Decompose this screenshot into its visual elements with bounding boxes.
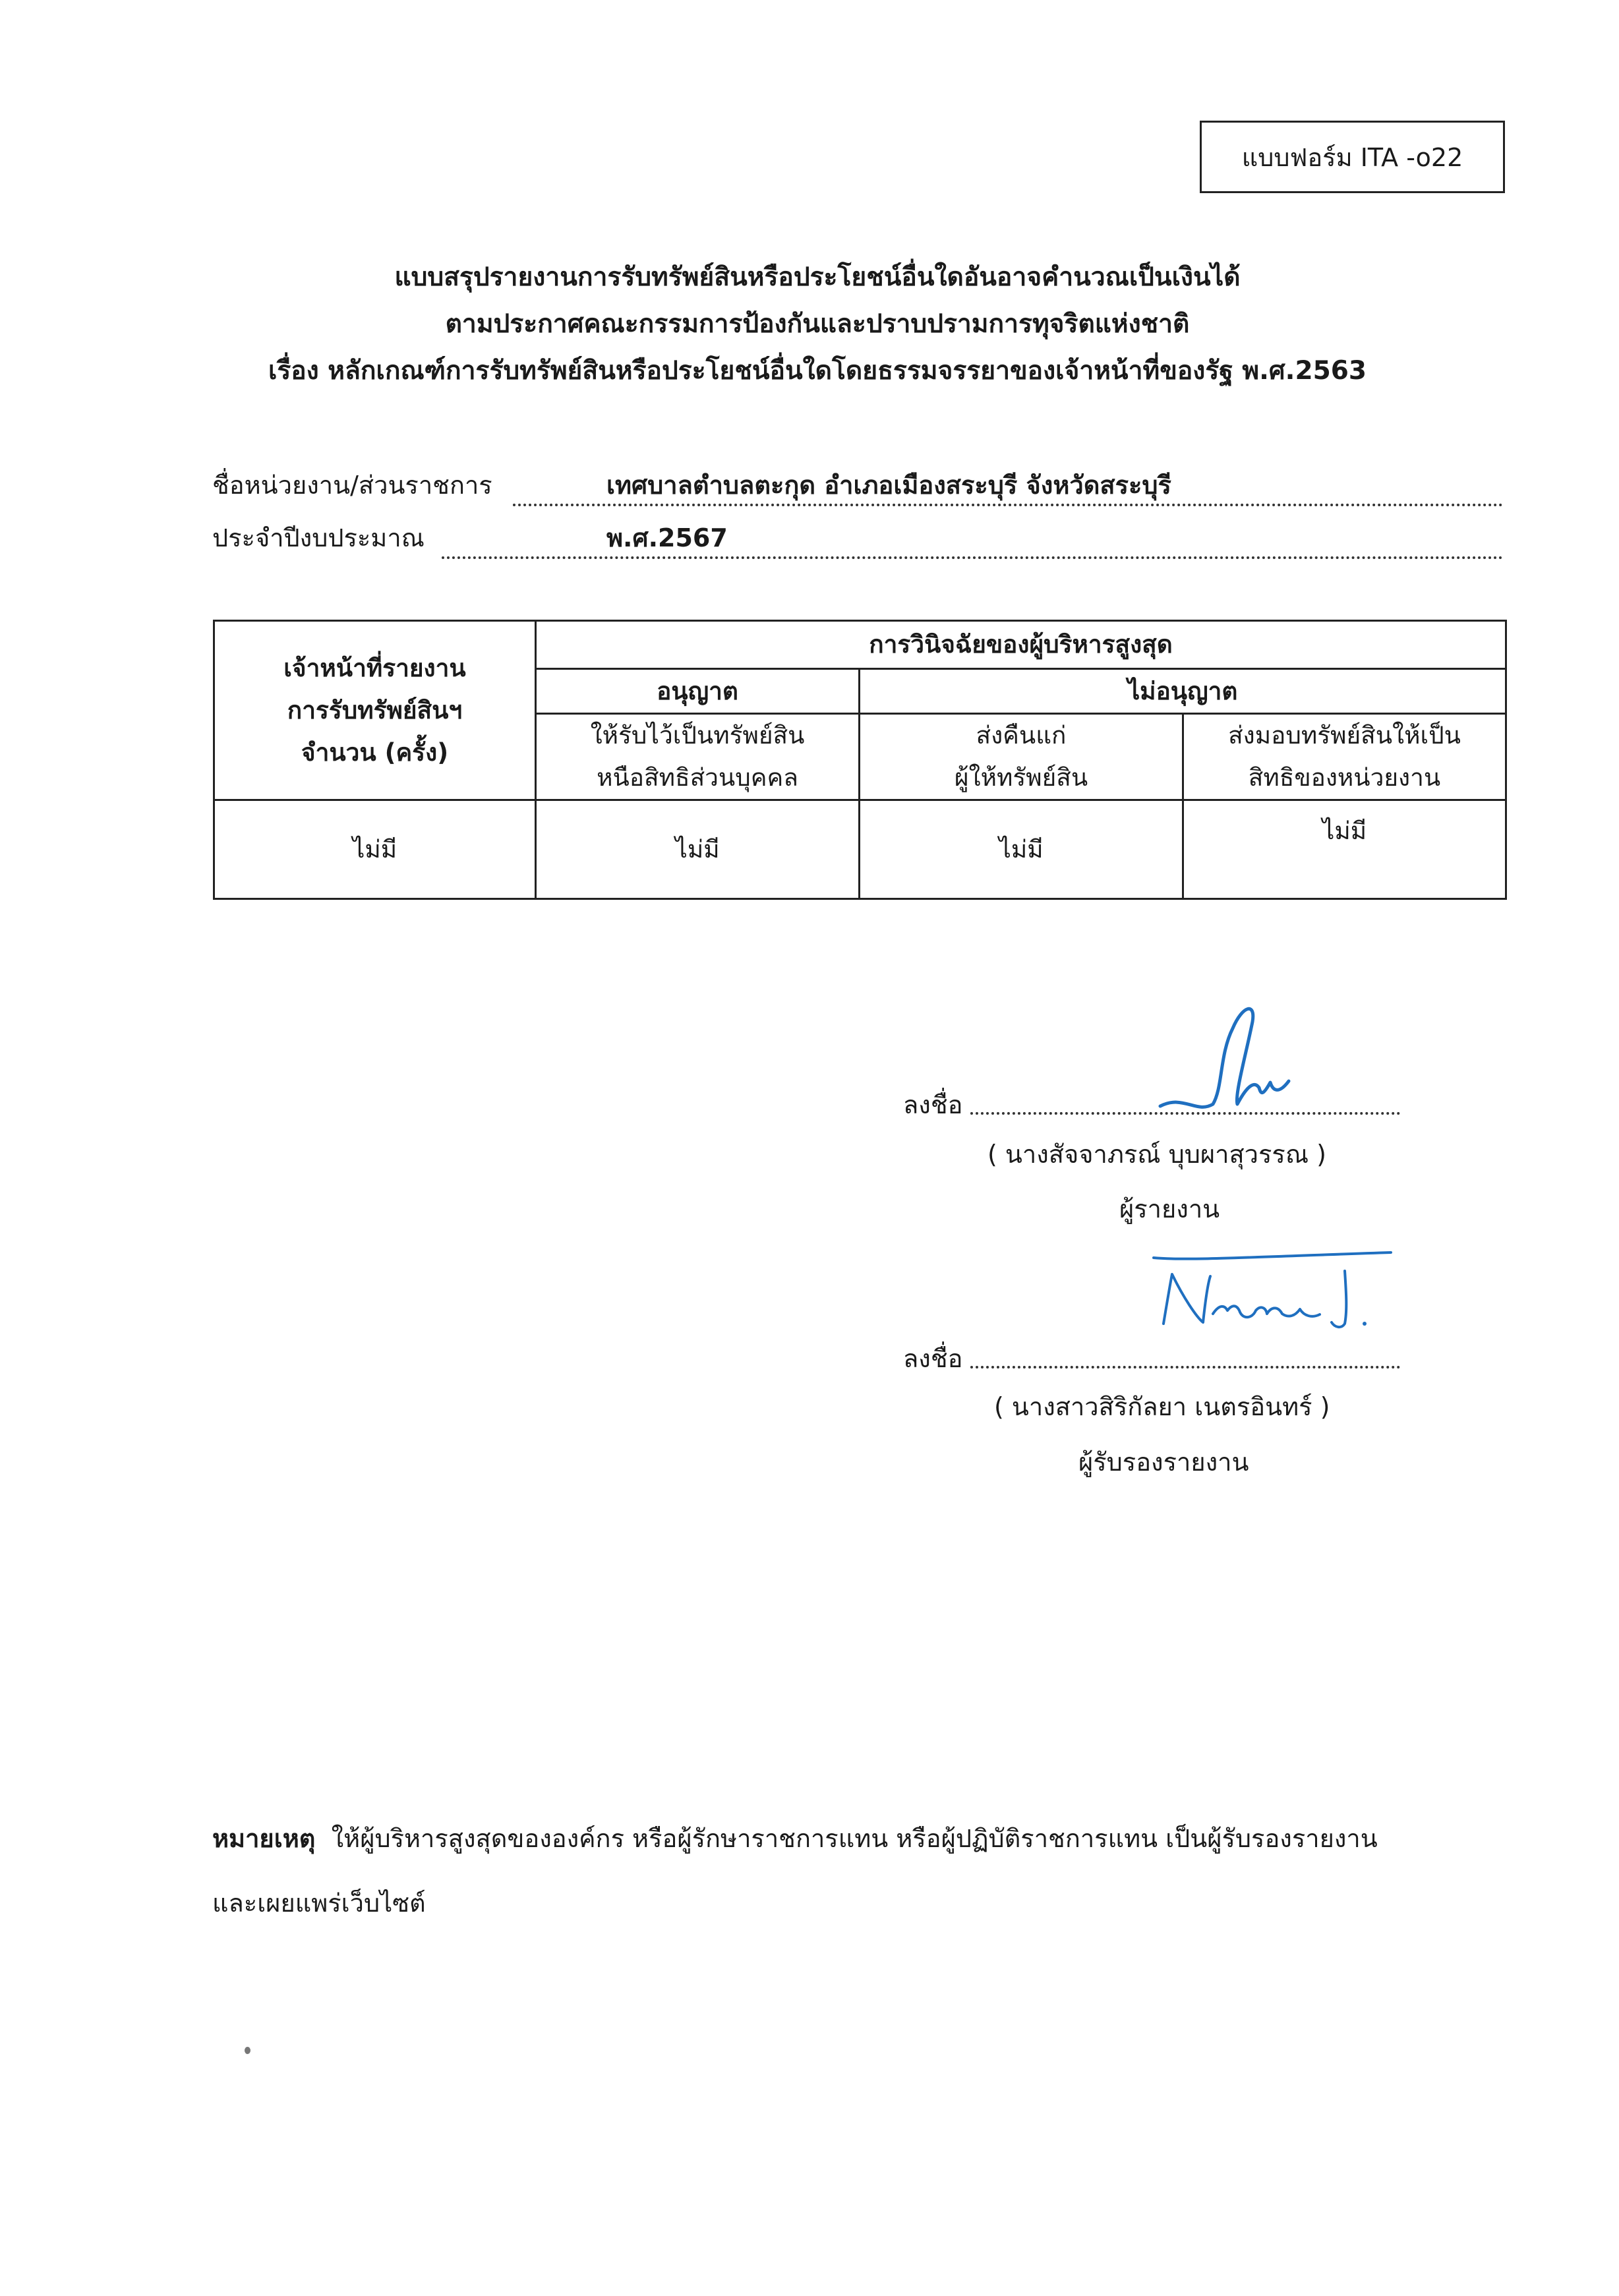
cell-handover: ไม่มี	[1183, 800, 1506, 899]
form-code-box: แบบฟอร์ม ITA -o22	[1200, 121, 1505, 193]
certifier-name: ( นางสาวสิริกัลยา เนตรอินทร์ )	[994, 1392, 1330, 1421]
decision-header: การวินิจฉัยของผู้บริหารสูงสุด	[536, 621, 1506, 669]
agency-label: ชื่อหน่วยงาน/ส่วนราชการ	[212, 471, 492, 500]
title-line-2: ตามประกาศคณะกรรมการป้องกันและปราบปรามการทุจริตแห่งชาติ	[445, 309, 1190, 339]
signature-certifier-mark	[1147, 1245, 1398, 1350]
cell-return: ไม่มี	[860, 800, 1183, 899]
title-line-1: แบบสรุปรายงานการรับทรัพย์สินหรือประโยชน์อื่นใดอันอาจคำนวณเป็นเงินได้	[394, 262, 1241, 292]
fiscal-year-value: พ.ศ.2567	[606, 523, 728, 552]
handover-to-agency-header: ส่งมอบทรัพย์สินให้เป็น สิทธิของหน่วยงาน	[1183, 714, 1506, 800]
certifier-role: ผู้รับรองรายงาน	[1078, 1448, 1249, 1477]
reporter-role: ผู้รายงาน	[1119, 1194, 1220, 1223]
footnote-line-1	[212, 1806, 1504, 1871]
reporter-name: ( นางสัจจาภรณ์ บุบผาสุวรรณ )	[987, 1140, 1326, 1169]
officer-report-header: เจ้าหน้าที่รายงาน การรับทรัพย์สินฯ จำนวน (ครั้ง)	[214, 621, 536, 800]
fiscal-year-label: ประจำปีงบประมาณ	[212, 523, 425, 552]
sign-label: ลงชื่อ	[903, 1344, 963, 1373]
cell-allowed: ไม่มี	[536, 800, 860, 899]
allowed-subheader: ให้รับไว้เป็นทรัพย์สิน หนือสิทธิส่วนบุคคล	[536, 714, 860, 800]
title-line-3: เรื่อง หลักเกณฑ์การรับทรัพย์สินหรือประโยชน์อื่นใดโดยธรรมจรรยาของเจ้าหน้าที่ของรัฐ พ.ศ.2563	[268, 356, 1367, 386]
footnote-label: หมายเหตุ	[212, 1824, 316, 1853]
scan-speck	[245, 2047, 250, 2054]
footnote	[212, 1806, 1504, 1935]
signature-dotted-line	[970, 1366, 1400, 1369]
cell-officer-count: ไม่มี	[214, 800, 536, 899]
return-to-giver-header: ส่งคืนแก่ ผู้ให้ทรัพย์สิน	[860, 714, 1183, 800]
footnote-text-1: ให้ผู้บริหารสูงสุดขององค์กร หรือผู้รักษาราชการแทน หรือผู้ปฏิบัติราชการแทน เป็นผู้รับรองรายงาน	[331, 1824, 1378, 1853]
sign-label: ลงชื่อ	[903, 1090, 963, 1119]
footnote-line-2: และเผยแพร่เว็บไซต์	[212, 1889, 426, 1918]
agency-value: เทศบาลตำบลตะกุด อำเภอเมืองสระบุรี จังหวัดสระบุรี	[606, 471, 1171, 500]
allowed-header: อนุญาต	[536, 669, 860, 714]
not-allowed-header: ไม่อนุญาต	[860, 669, 1506, 714]
